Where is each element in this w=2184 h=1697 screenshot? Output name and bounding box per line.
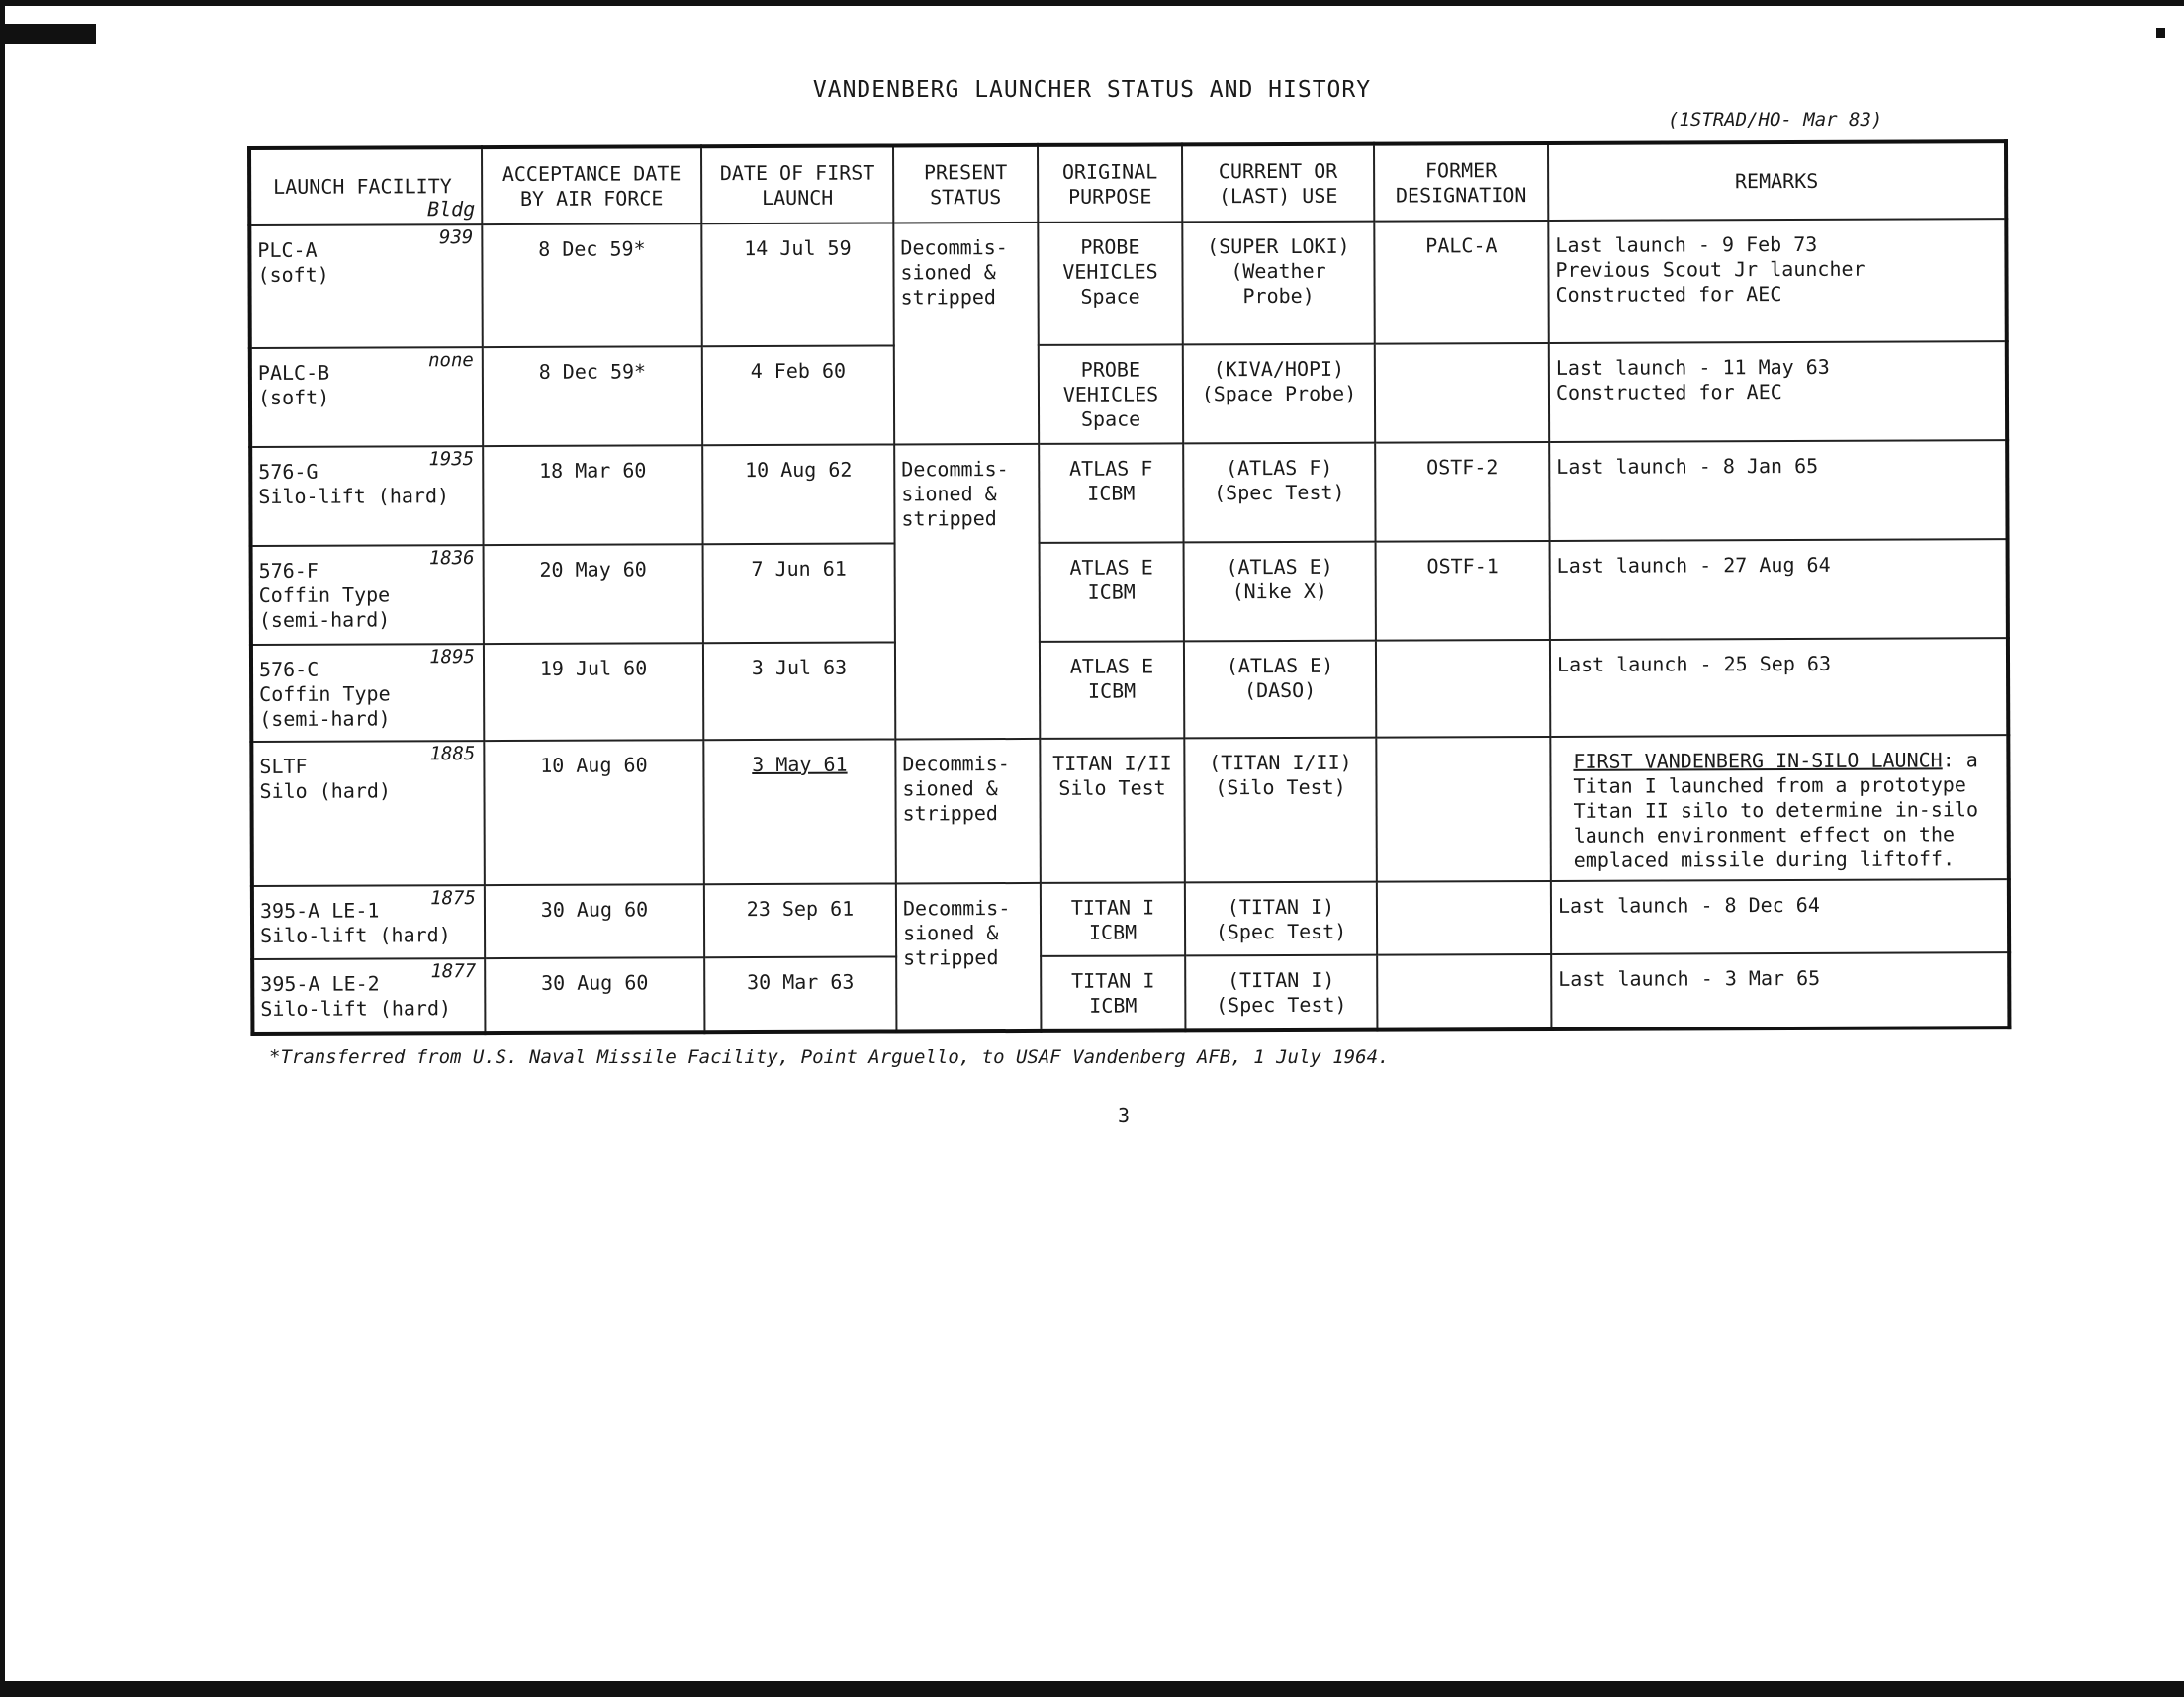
facility-cell xyxy=(251,644,484,742)
header-first-launch: DATE OF FIRST LAUNCH xyxy=(701,145,893,223)
remarks: Last launch - 9 Feb 73 Previous Scout Jr launcher Constructed for AEC xyxy=(1548,219,2006,343)
first-launch-date-cell xyxy=(703,739,896,884)
building-number: none xyxy=(428,349,474,372)
remarks: Last launch - 3 Mar 65 xyxy=(1551,952,2009,1029)
former-designation xyxy=(1377,954,1551,1030)
facility-name: PALC-B (soft) xyxy=(257,360,330,409)
document-title: VANDENBERG LAUNCHER STATUS AND HISTORY xyxy=(812,77,1372,103)
former-designation xyxy=(1376,640,1550,738)
first-launch-date: 10 Aug 62 xyxy=(702,444,894,544)
original-purpose: TITAN I ICBM xyxy=(1041,882,1185,956)
current-use: (ATLAS F) (Spec Test) xyxy=(1183,443,1375,543)
facility-name: PLC-A (soft) xyxy=(257,237,329,287)
first-launch-date: 23 Sep 61 xyxy=(704,883,896,957)
facility-cell xyxy=(250,347,483,447)
facility-cell xyxy=(251,741,485,886)
remarks-cell xyxy=(1550,735,2009,881)
acceptance-date: 8 Dec 59* xyxy=(483,346,702,446)
first-launch-date: 3 Jul 63 xyxy=(703,642,895,740)
facility-cell xyxy=(250,446,483,546)
document-reference: (1STRAD/HO- Mar 83) xyxy=(1668,109,1883,131)
original-purpose: ATLAS F ICBM xyxy=(1039,443,1183,543)
table-row xyxy=(252,879,2009,959)
current-use: (KIVA/HOPI) (Space Probe) xyxy=(1183,344,1375,444)
header-original-purpose: ORIGINAL PURPOSE xyxy=(1038,144,1182,223)
current-use: (TITAN I) (Spec Test) xyxy=(1185,955,1377,1031)
former-designation xyxy=(1377,881,1551,955)
acceptance-date: 8 Dec 59* xyxy=(482,223,701,347)
facility-name: SLTF Silo (hard) xyxy=(259,754,392,803)
page-number: 3 xyxy=(1118,1104,1131,1127)
remarks-lead: FIRST VANDENBERG IN-SILO LAUNCH xyxy=(1573,748,1943,773)
table-row xyxy=(250,440,2007,546)
original-purpose: TITAN I/II Silo Test xyxy=(1040,738,1185,883)
original-purpose: TITAN I ICBM xyxy=(1041,955,1185,1031)
scan-border-left xyxy=(0,0,5,1697)
table-row xyxy=(251,638,2008,742)
original-purpose: ATLAS E ICBM xyxy=(1040,542,1184,642)
facility-cell xyxy=(249,224,482,348)
header-acceptance-date: ACCEPTANCE DATE BY AIR FORCE xyxy=(482,146,701,224)
original-purpose: ATLAS E ICBM xyxy=(1040,641,1184,739)
facility-cell xyxy=(252,885,485,959)
building-number: 1836 xyxy=(428,547,475,570)
present-status: Decommis- sioned & stripped xyxy=(893,223,1039,445)
remarks: Last launch - 27 Aug 64 xyxy=(1550,539,2008,640)
registration-dot xyxy=(2156,28,2165,38)
first-launch-date: 3 May 61 xyxy=(752,752,848,777)
acceptance-date: 18 Mar 60 xyxy=(483,445,702,545)
current-use: (ATLAS E) (Nike X) xyxy=(1184,542,1376,642)
acceptance-date: 20 May 60 xyxy=(484,544,703,644)
scan-border-top xyxy=(0,0,2184,6)
current-use: (SUPER LOKI) (Weather Probe) xyxy=(1182,222,1374,345)
facility-name: 395-A LE-1 Silo-lift (hard) xyxy=(259,898,451,947)
launcher-status-table xyxy=(247,139,2011,1036)
former-designation: OSTF-2 xyxy=(1375,442,1549,542)
header-row xyxy=(249,141,2006,225)
header-present-status: PRESENT STATUS xyxy=(893,145,1038,223)
building-number: 1895 xyxy=(429,646,476,669)
present-status: Decommis- sioned & stripped xyxy=(896,883,1042,1032)
header-facility xyxy=(249,147,482,225)
table-row xyxy=(251,539,2008,645)
header-former-designation: FORMER DESIGNATION xyxy=(1374,143,1548,222)
current-use: (TITAN I) (Spec Test) xyxy=(1185,882,1377,956)
current-use: (ATLAS E) (DASO) xyxy=(1184,641,1376,739)
remarks: Last launch - 8 Dec 64 xyxy=(1551,879,2009,954)
acceptance-date: 19 Jul 60 xyxy=(484,643,703,741)
registration-mark xyxy=(5,24,96,44)
building-number: 1877 xyxy=(430,960,477,983)
table-row xyxy=(251,735,2009,886)
facility-cell xyxy=(252,958,485,1034)
acceptance-date: 10 Aug 60 xyxy=(484,740,704,885)
first-launch-date: 30 Mar 63 xyxy=(704,956,896,1032)
building-number: 1875 xyxy=(430,887,476,910)
table-row xyxy=(250,341,2007,447)
table-row xyxy=(249,219,2006,348)
table-footnote: *Transferred from U.S. Naval Missile Facility, Point Arguello, to USAF Vandenberg AFB, 1 July 1964. xyxy=(269,1046,1390,1068)
former-designation xyxy=(1375,343,1549,443)
original-purpose: PROBE VEHICLES Space xyxy=(1039,344,1183,444)
launcher-table-container xyxy=(247,146,2004,1036)
current-use: (TITAN I/II) (Silo Test) xyxy=(1184,738,1377,883)
table-row xyxy=(252,952,2009,1034)
former-designation: PALC-A xyxy=(1374,221,1548,344)
facility-name: 395-A LE-2 Silo-lift (hard) xyxy=(260,971,452,1021)
remarks: Last launch - 11 May 63 Constructed for AEC xyxy=(1549,341,2007,442)
facility-name: 576-C Coffin Type (semi-hard) xyxy=(258,657,391,731)
remarks: Last launch - 25 Sep 63 xyxy=(1550,638,2008,737)
facility-name: 576-G Silo-lift (hard) xyxy=(258,459,450,508)
acceptance-date: 30 Aug 60 xyxy=(485,957,704,1033)
building-number: 1885 xyxy=(429,743,476,765)
former-designation: OSTF-1 xyxy=(1376,541,1550,641)
building-number: 939 xyxy=(438,226,474,249)
facility-cell xyxy=(251,545,484,645)
header-bldg-label: Bldg xyxy=(427,197,476,222)
first-launch-date: 14 Jul 59 xyxy=(701,223,893,346)
acceptance-date: 30 Aug 60 xyxy=(485,884,704,958)
facility-name: 576-F Coffin Type (semi-hard) xyxy=(258,558,391,632)
first-launch-date: 4 Feb 60 xyxy=(702,345,894,445)
first-launch-date: 7 Jun 61 xyxy=(703,543,895,643)
original-purpose: PROBE VEHICLES Space xyxy=(1038,222,1182,345)
former-designation xyxy=(1376,737,1551,882)
present-status: Decommis- sioned & stripped xyxy=(895,739,1041,884)
present-status: Decommis- sioned & stripped xyxy=(894,444,1040,740)
remarks: : a Titan I launched from a prototype Titan II silo to determine in-silo launch environment effect on the emplaced missile during liftoff. xyxy=(1573,748,1979,872)
remarks: Last launch - 8 Jan 65 xyxy=(1549,440,2007,541)
header-current-use: CURRENT OR (LAST) USE xyxy=(1182,144,1374,223)
scan-border-bottom xyxy=(0,1681,2184,1697)
header-remarks: REMARKS xyxy=(1548,141,2006,221)
header-facility-label: LAUNCH FACILITY xyxy=(273,174,452,199)
building-number: 1935 xyxy=(428,448,475,471)
